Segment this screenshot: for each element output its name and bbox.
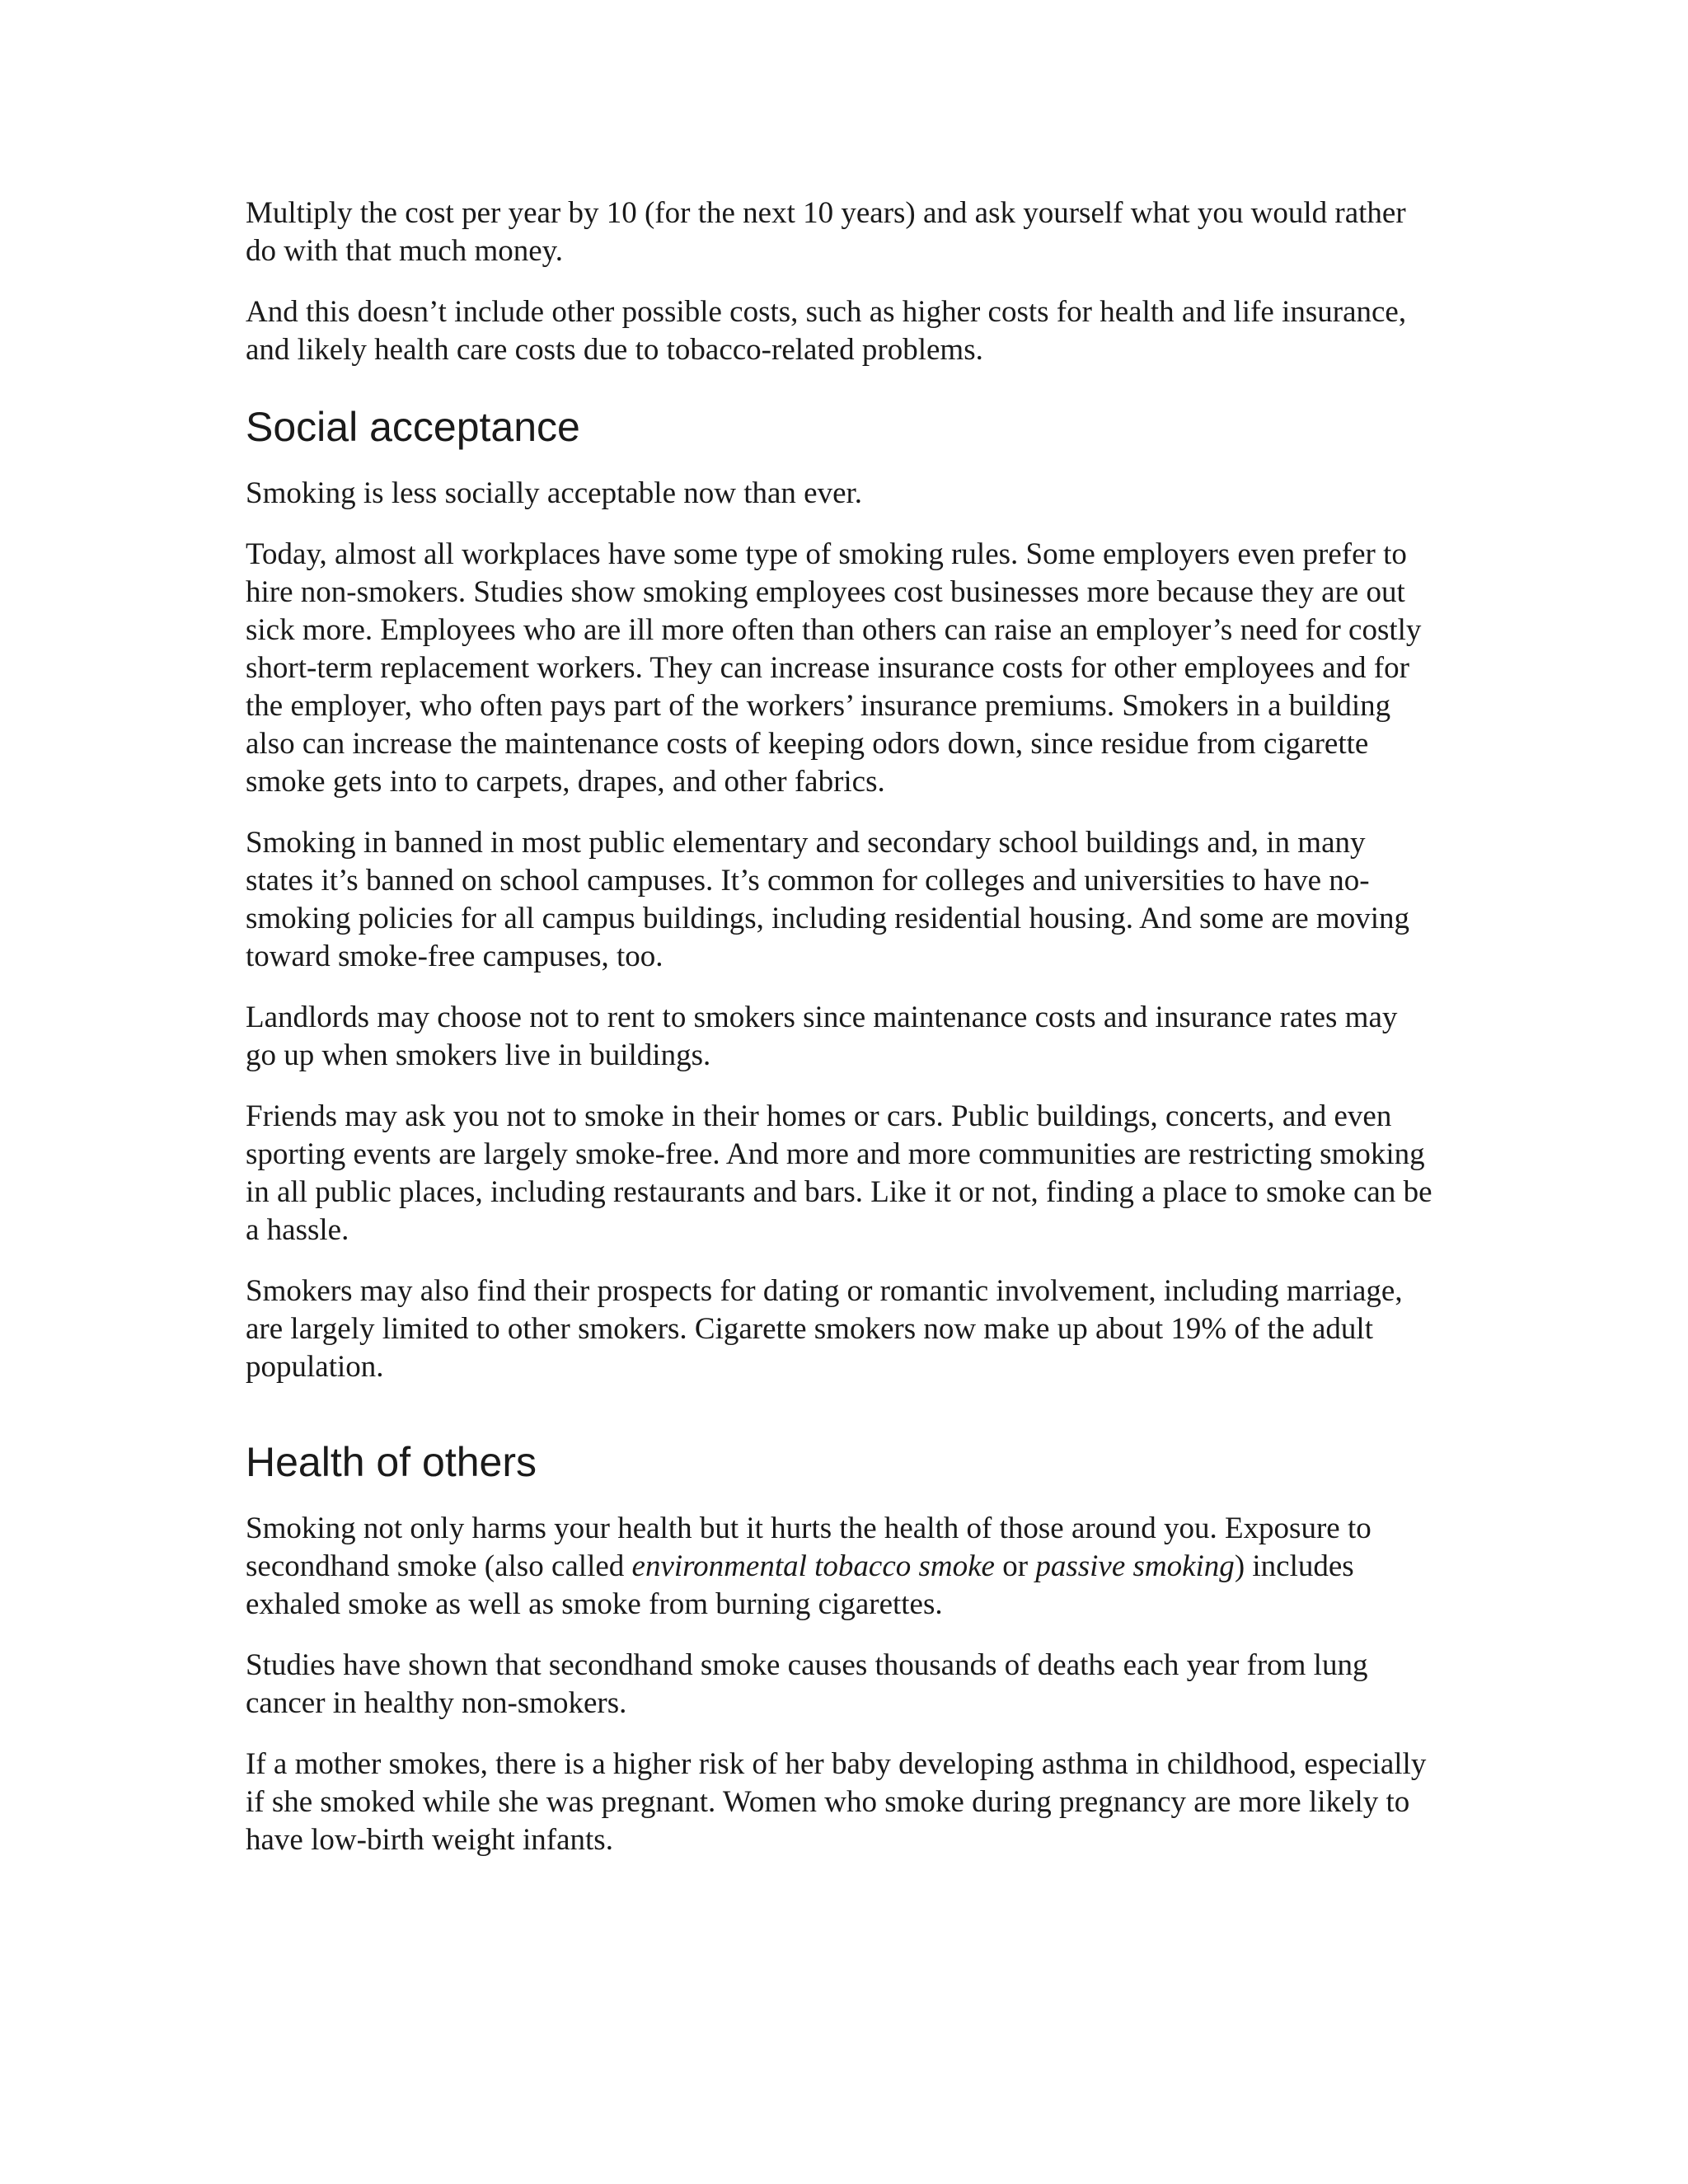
paragraph-secondhand-smoke xyxy=(246,1510,1432,1624)
secondhand-term-passive: passive smoking xyxy=(1035,1549,1235,1583)
document-page xyxy=(246,194,1432,1882)
secondhand-text-before: Smoking not only harms your health but it hurts the health of those around you. Exposure to secondhand smoke (also called xyxy=(246,1511,1372,1583)
paragraph-dating: Smokers may also find their prospects for dating or romantic involvement, including marriage, are largely limited to other smokers. Cigarette smokers now make up about 19% of the adult population. xyxy=(246,1274,1403,1384)
paragraph-cost-multiply: Multiply the cost per year by 10 (for the next 10 years) and ask yourself what you would rather do with that much money. xyxy=(246,196,1406,268)
paragraph-schools: Smoking in banned in most public elementary and secondary school buildings and, in many states it’s banned on school campuses. It’s common for colleges and universities to have no-smoking policies for all campus buildings, including residential housing. And some are moving toward smoke-free campuses, too. xyxy=(246,826,1409,973)
paragraph-mother: If a mother smokes, there is a higher risk of her baby developing asthma in childhood, especially if she smoked while she was pregnant. Women who smoke during pregnancy are more likely to have low-birth weight infants. xyxy=(246,1747,1427,1857)
paragraph-studies: Studies have shown that secondhand smoke causes thousands of deaths each year from lung cancer in healthy non-smokers. xyxy=(246,1648,1368,1720)
heading-health-of-others: Health of others xyxy=(246,1439,537,1485)
paragraph-less-acceptable: Smoking is less socially acceptable now than ever. xyxy=(246,476,863,510)
paragraph-workplaces: Today, almost all workplaces have some type of smoking rules. Some employers even prefer to hire non-smokers. Studies show smoking employees cost businesses more because they are out sick more. Employees who are ill more often than others can raise an employer’s need for costly short-term replacement workers. They can increase insurance costs for other employees and for the employer, who often pays part of the workers’ insurance premiums. Smokers in a building also can increase the maintenance costs of keeping odors down, since residue from cigarette smoke gets into to carpets, drapes, and other fabrics. xyxy=(246,537,1422,799)
secondhand-term-environmental: environmental tobacco smoke xyxy=(631,1549,995,1583)
secondhand-text-middle: or xyxy=(994,1549,1036,1583)
paragraph-friends: Friends may ask you not to smoke in their homes or cars. Public buildings, concerts, and even sporting events are largely smoke-free. And more and more communities are restricting smoking in all public places, including restaurants and bars. Like it or not, finding a place to smoke can be a hassle. xyxy=(246,1099,1432,1247)
secondhand-text-after: ) includes exhaled smoke as well as smoke from burning cigarettes. xyxy=(246,1549,1354,1621)
paragraph-other-costs: And this doesn’t include other possible costs, such as higher costs for health and life insurance, and likely health care costs due to tobacco-related problems. xyxy=(246,295,1407,367)
paragraph-landlords: Landlords may choose not to rent to smokers since maintenance costs and insurance rates may go up when smokers live in buildings. xyxy=(246,1001,1398,1072)
heading-social-acceptance: Social acceptance xyxy=(246,404,580,450)
